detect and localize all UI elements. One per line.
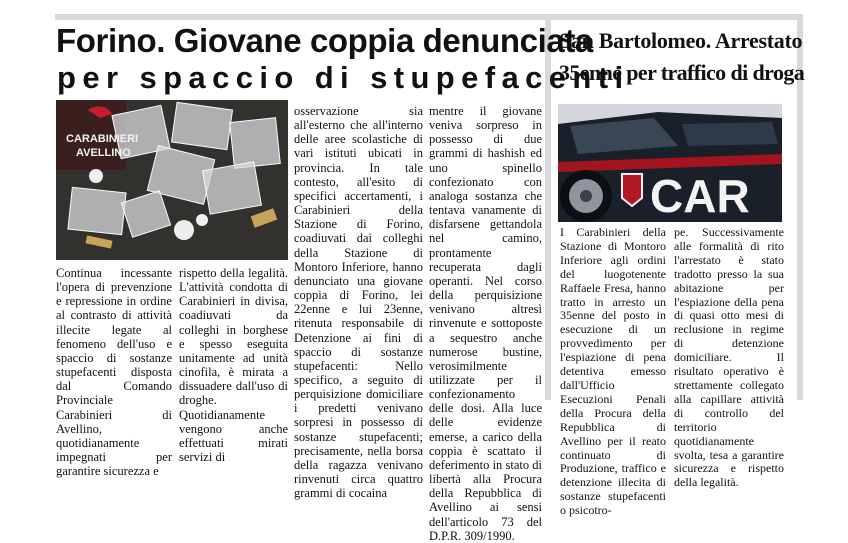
car-label-line1: CARABINIERI	[66, 133, 139, 145]
car-door-lettering: CAR	[650, 170, 750, 222]
left-col2-lower-text: rispetto della legalità. L'attività condotta di Carabinieri in divisa, coadiuvati da colleghi in borghese e spesso eseguita unitamente ad unità cinofila, è mirata a dissuadere dall'uso di droghe. Quotidianamente vengono anche effettuati mirati servizi di	[179, 266, 288, 465]
left-col2-upper-text: osservazione sia all'esterno che all'interno delle aree scolastiche di vari istituti ubicati in provincia. In tale contesto, all'esito di specifici accertamenti, i Carabinieri della Stazione di Forino, coadiuvati dai colleghi della Stazione di Montoro Inferiore, hanno denunciato una giovane coppia di Forino, lei 22enne e lui 23enne, ritenuta responsabile di Detenzione ai fini di spaccio di sostanze stupefacenti: Nello specifico, a seguito di perquisizione domiciliare i predetti venivano sorpresi in possesso di sostanze stupefacenti; precisamente, nella borsa della ragazza venivano rinvenuti circa quattro grammi di cocaina	[294, 104, 423, 501]
left-headline-line2: per spaccio di stupefacenti	[57, 60, 630, 95]
left-headline-line1: Forino. Giovane coppia denunciata	[56, 22, 593, 59]
right-headline-line1: San Bartolomeo. Arrestato	[559, 28, 803, 53]
carabinieri-car-photo	[558, 104, 782, 222]
drug-seizure-photo	[56, 100, 288, 260]
right-col2-text: pe. Successivamente alle formalità di rito l'arrestato è stato tradotto presso la sua abitazione per l'espiazione della pena di quasi otto mesi di reclusione in regime di detenzione domiciliare. Il risultato operativo è strettamente collegato alla capillare attività di controllo del territorio quotidianamente svolta, tesa a garantire sicurezza e rispetto della legalità.	[674, 225, 784, 490]
top-rule-right	[551, 14, 797, 20]
left-col3-text: mentre il giovane veniva sorpreso in possesso di due grammi di hashish ed uno spinello confezionato con analoga sostanza che tentava vanamente di disfarsene gettandola nel camino, prontamente recuperata dagli operanti. Nel corso della perquisizione venivano altresì rinvenute e sottoposte a sequestro anche numerose bustine, verosimilmente utilizzate per il confezionamento delle dosi. Alla luce delle evidenze emerse, a carico della coppia è scattato il deferimento in stato di libertà alla Procura della Repubblica di Avellino ai sensi dell'articolo 73 del D.P.R. 309/1990.	[429, 104, 542, 543]
left-col1-text: Continua incessante l'opera di prevenzione e repressione in ordine al contrasto di attività illecite legate al fenomeno dell'uso e spaccio di sostanze stupefacenti disposta dal Comando Provinciale Carabinieri di Avellino, quotidianamente impegnati per garantire sicurezza e	[56, 266, 172, 479]
right-headline-line2: 35enne per traffico di droga	[559, 60, 805, 85]
drug-seizure-illustration	[56, 100, 288, 260]
top-rule-left	[55, 14, 545, 20]
right-col1-text: I Carabinieri della Stazione di Montoro Inferiore agli ordini del luogotenente Raffaele Fresa, hanno tratto in arresto un 35enne del posto in esecuzione di un provvedimento per l'espiazione di pena detentiva emesso dall'Ufficio Esecuzioni Penali della Procura della Repubblica di Avellino per il reato continuato di Produzione, traffico e detenzione illecita di sostanze stupefacenti o psicotro-	[560, 225, 666, 518]
car-label-line2: AVELLINO	[76, 147, 131, 159]
carabinieri-car-illustration	[558, 104, 782, 222]
